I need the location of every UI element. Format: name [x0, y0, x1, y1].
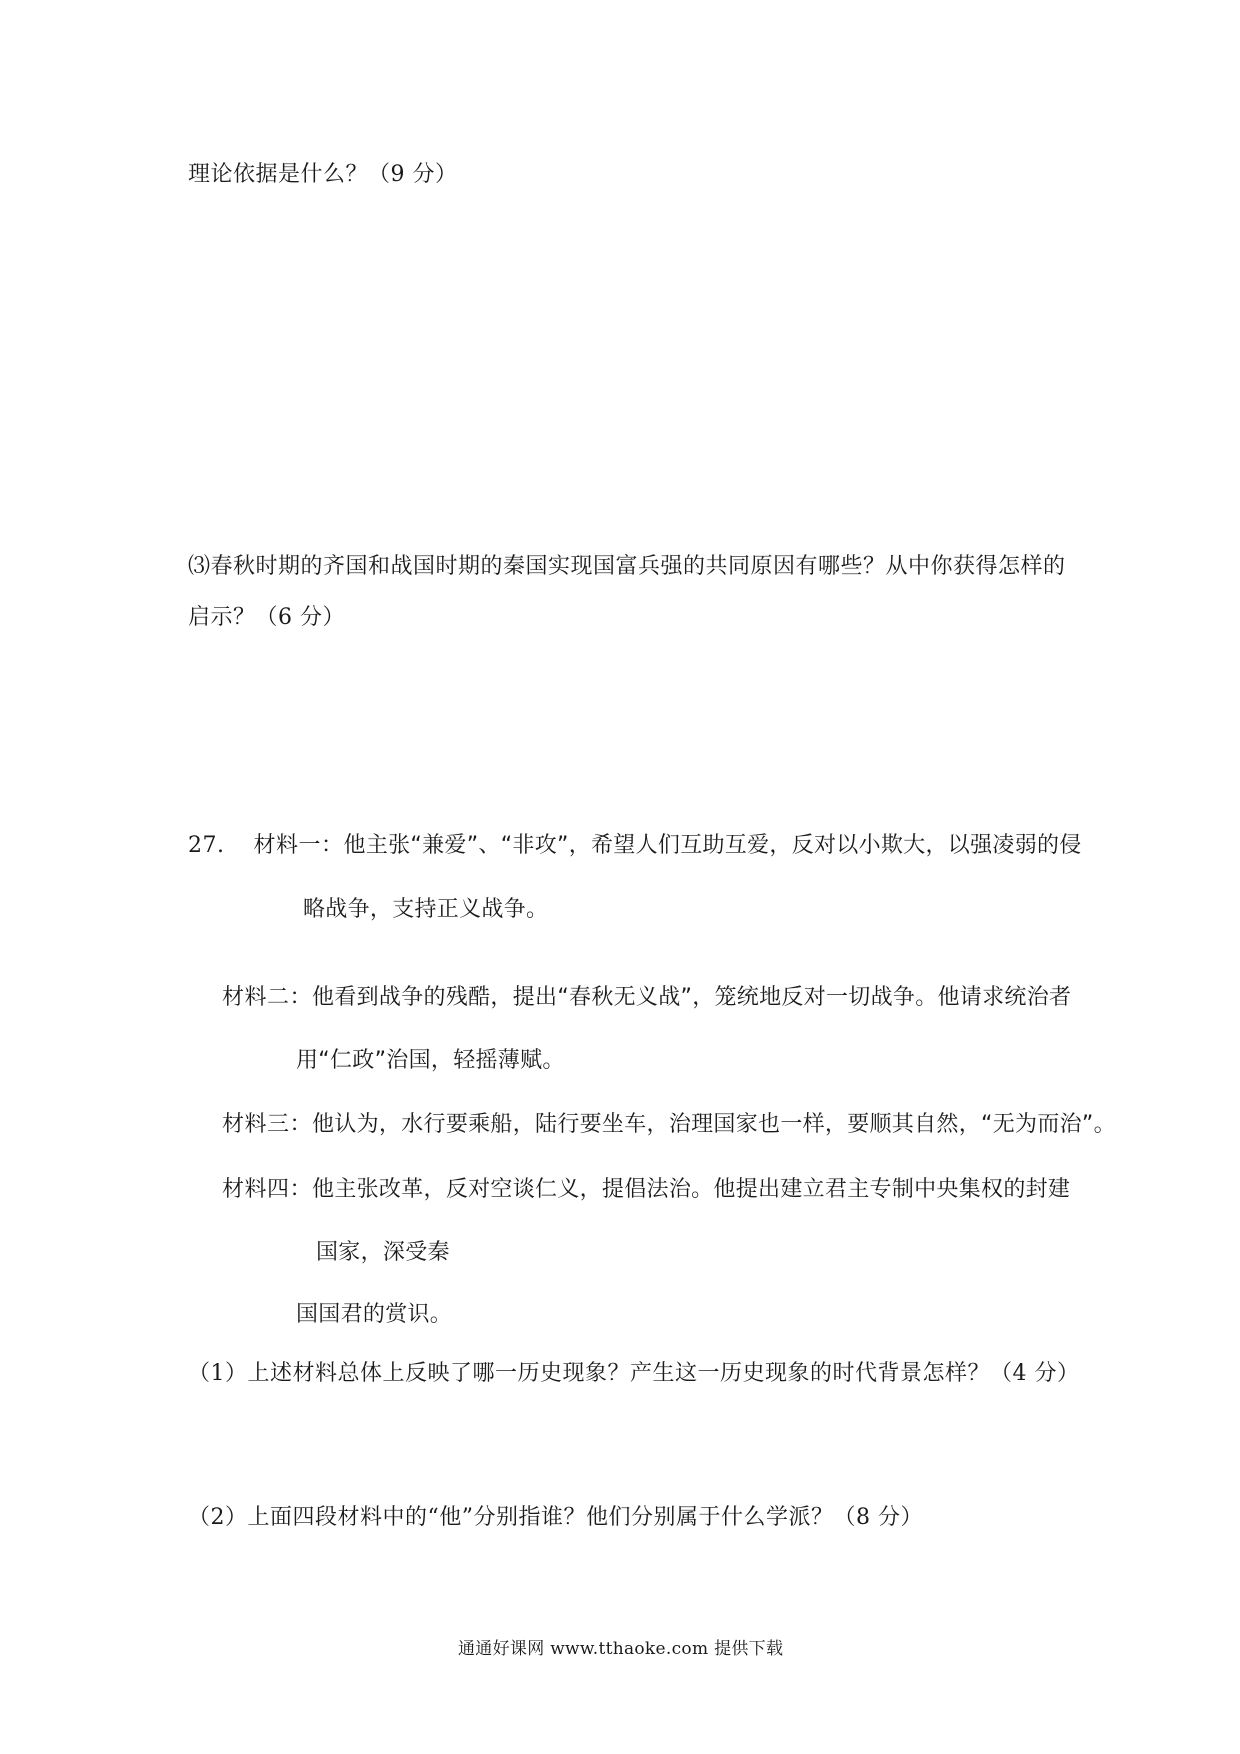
material4-text-3: 国国君的赏识。: [296, 1302, 453, 1327]
material2-line1: [222, 983, 1071, 1013]
material3-label: 材料三：: [222, 1112, 313, 1137]
q26-part3-line1: ⑶春秋时期的齐国和战国时期的秦国实现国富兵强的共同原因有哪些？从中你获得怎样的: [188, 554, 1066, 579]
material1-label: 材料一：: [253, 833, 344, 858]
material3-text-1: 他认为，水行要乘船，陆行要坐车，治理国家也一样，要顺其自然，“无为而治”。: [312, 1112, 1116, 1137]
material4-label: 材料四：: [222, 1177, 313, 1202]
material4-text-2: 国家，深受秦: [316, 1240, 450, 1265]
material2-text-1: 他看到战争的残酷，提出“春秋无义战”，笼统地反对一切战争。他请求统治者: [312, 985, 1072, 1010]
material1-text-1: 他主张“兼爱”、“非攻”，希望人们互助互爱，反对以小欺大，以强凌弱的侵: [343, 833, 1082, 858]
material2-label: 材料二：: [222, 985, 313, 1010]
q27-line1: [188, 831, 1082, 861]
material2-text-2: 用“仁政”治国，轻摇薄赋。: [296, 1048, 565, 1073]
material1-text-2: 略战争，支持正义战争。: [303, 897, 549, 922]
material4-text-1: 他主张改革，反对空谈仁义，提倡法治。他提出建立君主专制中央集权的封建: [312, 1177, 1071, 1202]
material3-line1: [222, 1110, 1116, 1140]
q26-part3-line2: 启示？（6 分）: [188, 605, 345, 630]
q26-part2-tail: 理论依据是什么？（9 分）: [188, 162, 458, 187]
q27-number: 27.: [188, 833, 225, 858]
material4-line1: [222, 1175, 1070, 1205]
footer-source: 通通好课网 www.tthaoke.com 提供下载: [458, 1639, 784, 1659]
q27-question2: （2）上面四段材料中的“他”分别指谁？他们分别属于什么学派？（8 分）: [188, 1505, 923, 1530]
q27-question1: （1）上述材料总体上反映了哪一历史现象？产生这一历史现象的时代背景怎样？（4 分）: [188, 1361, 1080, 1386]
